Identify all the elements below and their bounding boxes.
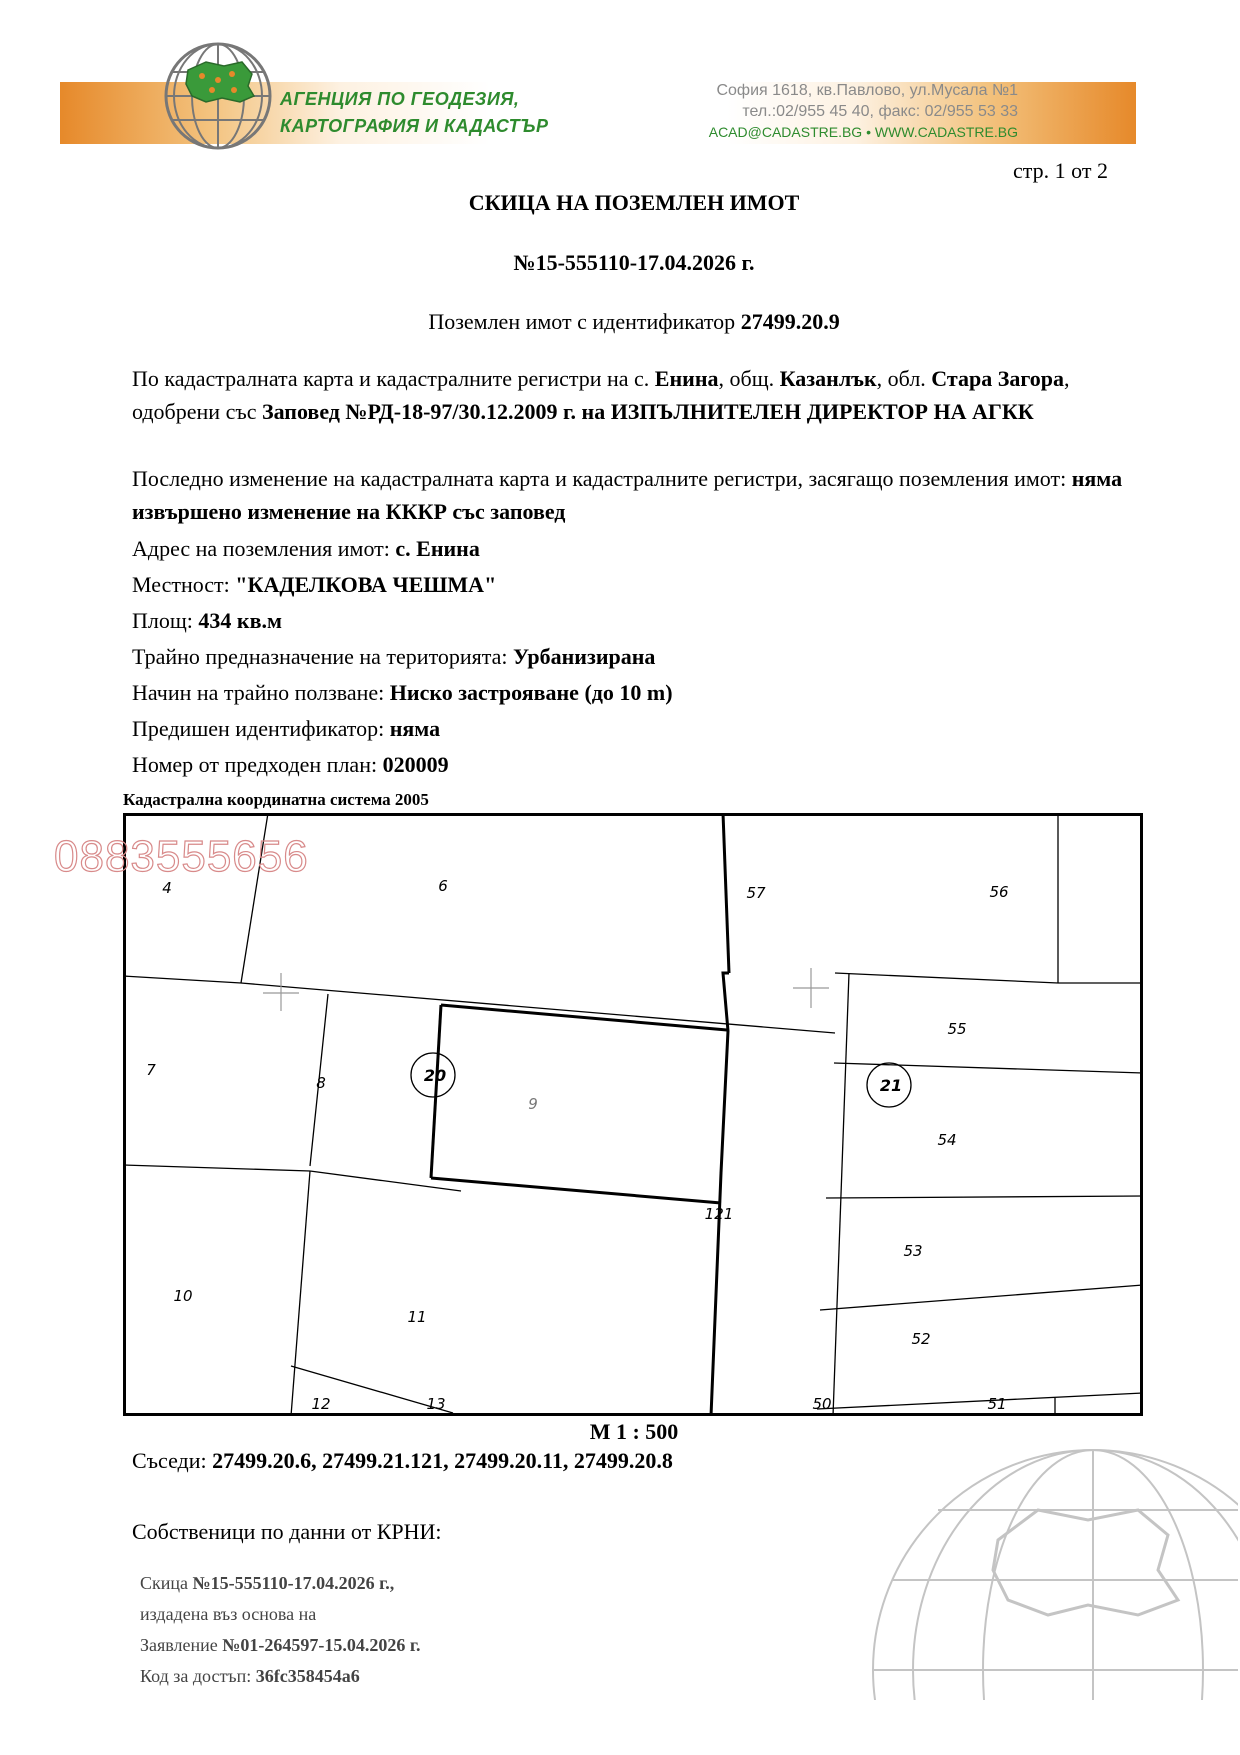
footer-line-1 (140, 1568, 421, 1599)
parcel-label: 56 (989, 883, 1009, 901)
map-info-text: , общ. (718, 366, 780, 391)
locality-row (132, 572, 496, 598)
approval-order: Заповед №РД-18-97/30.12.2009 г. на ИЗПЪЛНИТЕЛЕН ДИРЕКТОР НА АГКК (261, 399, 1034, 424)
parcel-label: 54 (937, 1131, 957, 1149)
document-footer (140, 1568, 421, 1692)
map-info-text: По кадастралната карта и кадастралните регистри на с. (132, 366, 655, 391)
globe-watermark-icon (848, 1440, 1238, 1700)
parcel-label: 57 (746, 884, 766, 902)
last-change-value: няма извършено изменение на КККР със заповед (132, 466, 1123, 524)
address-label: Адрес на поземления имот: (132, 536, 396, 561)
map-scale: М 1 : 500 (589, 1419, 679, 1444)
block-label: 20 (423, 1066, 447, 1085)
phone-watermark: 0883555656 (54, 832, 309, 881)
parcel-identifier (0, 309, 1240, 335)
owners-heading: Собственици по данни от КРНИ: (132, 1519, 442, 1544)
block-label: 21 (879, 1076, 903, 1095)
map-info-text: , обл. (876, 366, 932, 391)
region: Стара Загора (931, 366, 1064, 391)
last-change-label: Последно изменение на кадастралната карта и кадастралните регистри, засягащо поземления имот: (132, 466, 1072, 491)
neighbors-row (132, 1448, 673, 1474)
agency-web[interactable]: ACAD@CADASTRE.BG • WWW.CADASTRE.BG (708, 124, 1018, 140)
previous-plan-value: 020009 (382, 752, 449, 777)
usage-label: Начин на трайно ползване: (132, 680, 390, 705)
agency-address: София 1618, кв.Павлово, ул.Мусала №1 (716, 82, 1018, 99)
neighbors-value: 27499.20.6, 27499.21.121, 27499.20.11, 27499.20.8 (212, 1448, 673, 1473)
neighbors-label: Съседи: (132, 1448, 213, 1473)
ident-value: 27499.20.9 (740, 309, 840, 334)
coordinate-system: Кадастрална координатна система 2005 (123, 790, 429, 809)
area-label: Площ: (132, 608, 199, 633)
parcel-label: 53 (903, 1242, 923, 1260)
previous-id-value: няма (389, 716, 441, 741)
agency-logo-icon (162, 40, 274, 152)
page-number: стр. 1 от 2 (1013, 158, 1108, 183)
footer-text: Заявление (140, 1635, 223, 1655)
footer-line-2: издадена въз основа на (140, 1604, 317, 1624)
document-title: СКИЦА НА ПОЗЕМЛЕН ИМОТ (468, 190, 800, 215)
agency-phone: тел.:02/955 45 40, факс: 02/955 53 33 (742, 103, 1018, 120)
agency-name-line1: АГЕНЦИЯ ПО ГЕОДЕЗИЯ, (280, 89, 520, 109)
parcel-label: 7 (146, 1061, 156, 1079)
footer-text: Код за достъп: (140, 1666, 256, 1686)
parcel-label: 52 (911, 1330, 931, 1348)
area-value: 434 кв.м (198, 608, 282, 633)
last-change-info (132, 462, 1130, 528)
agency-name-line2: КАРТОГРАФИЯ И КАДАСТЪР (280, 116, 549, 136)
parcel-label: 9 (528, 1095, 538, 1113)
document-number: №15-555110-17.04.2026 г. (513, 250, 755, 275)
usage-row (132, 680, 673, 706)
parcel-label: 55 (947, 1020, 967, 1038)
locality-label: Местност: (132, 572, 236, 597)
municipality: Казанлък (779, 366, 877, 391)
parcel-label: 50 (812, 1395, 832, 1413)
parcel-label: 121 (704, 1205, 734, 1223)
area-row (132, 608, 282, 634)
purpose-label: Трайно предназначение на територията: (132, 644, 514, 669)
parcel-label: 4 (162, 879, 172, 897)
footer-application-number: №01-264597-15.04.2026 г. (222, 1635, 421, 1655)
locality-value: "КАДЕЛКОВА ЧЕШМА" (235, 572, 497, 597)
previous-id-row (132, 716, 440, 742)
village: Енина (654, 366, 719, 391)
agency-name (280, 86, 549, 140)
agency-contacts (709, 80, 1018, 143)
address-value: с. Енина (395, 536, 480, 561)
previous-id-label: Предишен идентификатор: (132, 716, 390, 741)
ident-label: Поземлен имот с идентификатор (428, 309, 741, 334)
footer-line-4 (140, 1661, 421, 1692)
parcel-label: 10 (173, 1287, 193, 1305)
address-row (132, 536, 480, 562)
parcel-label: 6 (438, 877, 448, 895)
purpose-value: Урбанизирана (513, 644, 656, 669)
usage-value: Ниско застрояване (до 10 m) (389, 680, 673, 705)
cadastral-map (123, 813, 1143, 1416)
parcel-label: 12 (311, 1395, 331, 1413)
cadastral-map-info (132, 362, 1130, 428)
parcel-label: 8 (316, 1074, 326, 1092)
parcel-label: 13 (426, 1395, 446, 1413)
previous-plan-label: Номер от предходен план: (132, 752, 383, 777)
footer-access-code: 36fc358454a6 (255, 1666, 360, 1686)
purpose-row (132, 644, 655, 670)
footer-text: Скица (140, 1573, 193, 1593)
parcel-label: 51 (987, 1395, 1007, 1413)
footer-sketch-number: №15-555110-17.04.2026 г., (192, 1573, 395, 1593)
parcel-label: 11 (407, 1308, 427, 1326)
map-info-text: , одобрени със (132, 366, 1070, 424)
footer-line-3 (140, 1630, 421, 1661)
previous-plan-row (132, 752, 449, 778)
